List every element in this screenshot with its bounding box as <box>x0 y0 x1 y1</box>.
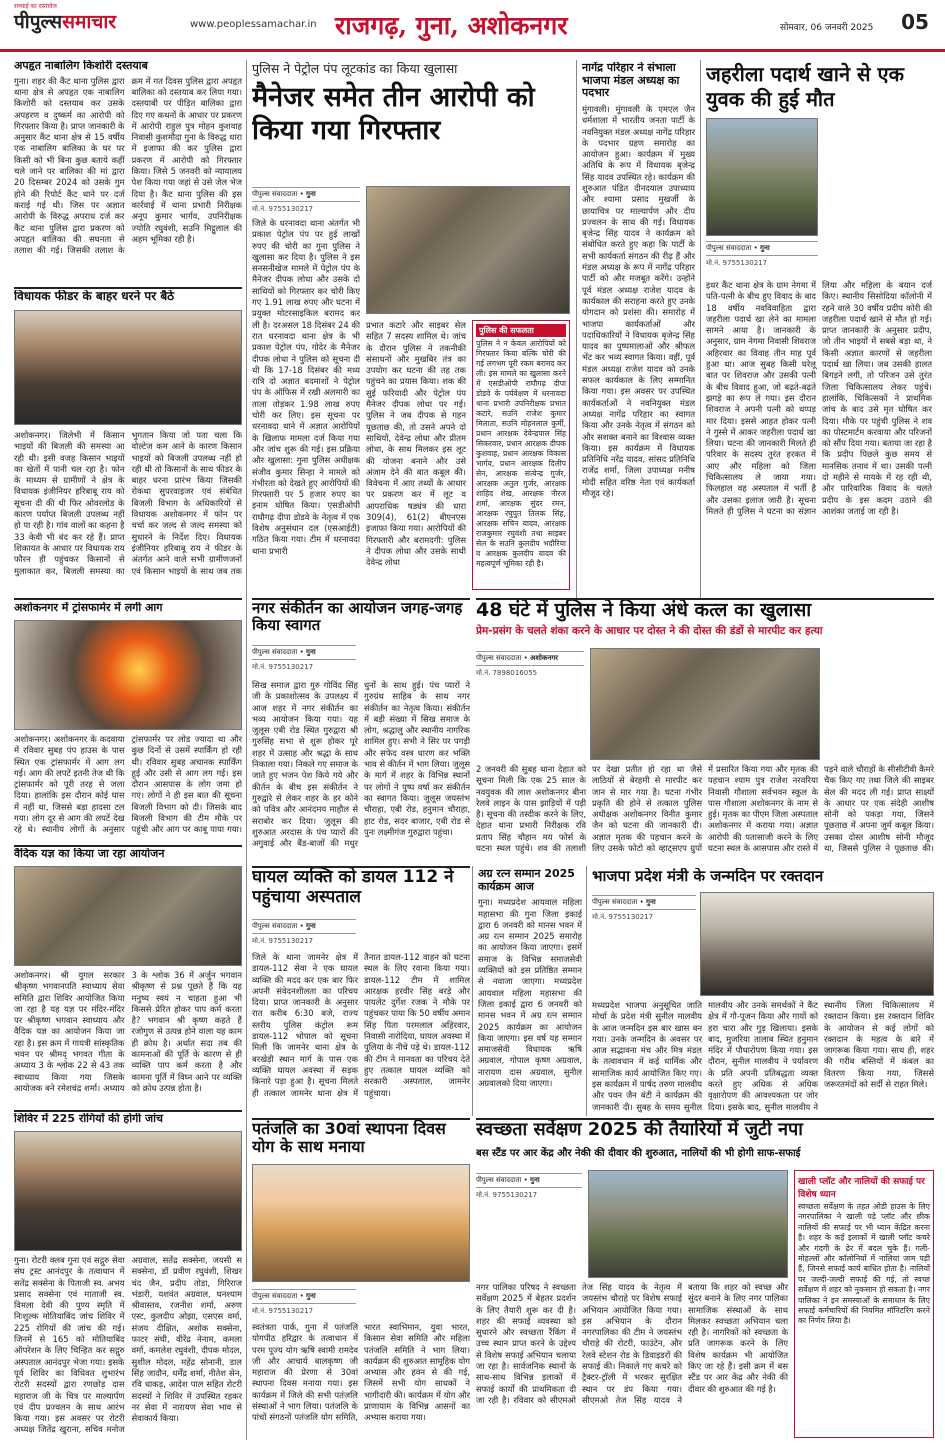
story-kicker: पुलिस ने पेट्रोल पंप लूटकांड का किया खुलासा <box>252 62 458 76</box>
website-url[interactable]: www.peoplessamachar.in <box>190 19 317 30</box>
sidebar-title: खाली प्लॉट और नालियों की सफाई पर विशेष ध्यान <box>798 1177 925 1200</box>
story-headline: 48 घंटे में पुलिस ने किया अंधे कत्ल का खुलासा <box>476 600 812 621</box>
dateline: अशोकनगर <box>530 654 559 662</box>
story-nagar-kirtan <box>252 600 470 858</box>
tagline: सच्चाई का दस्तावेज <box>14 3 57 10</box>
story-headline: मैनेजर समेत तीन आरोपी को किया गया गिरफ्तार <box>252 82 535 146</box>
story-body: इधर कैंट थाना क्षेत्र के ग्राम नेगमा में पति-पत्नी के बीच हुए विवाद के बाद 18 वर्षीय नवविवाहिता द्वारा जहरीला पदार्थ खा लेने का मामला सामने आया है। जानकारी के अनुसार, ग्राम नेगमा निवासी शिवराज अहिरवार का विवाह तीन माह पूर्व हुआ था। आज सुबह किसी घरेलू बात पर शिवराज और उसकी पत्नी के बीच विवाद हुआ, जो बढ़ते-बढ़ते झगड़े का रूप ले गया। इस दौरान शिवराज ने अपनी पत्नी को थप्पड़ मार दिया। इससे आहत होकर पत्नी ने गुस्से में आकर जहरीला पदार्थ खा लिया। घटना की जानकारी मिलते ही परिवार के सदस्य तुरंत हरकत में आए और महिला को जिला चिकित्सालय ले जाया गया। फिलहाल वह अस्पताल में भर्ती है और उसका इलाज जारी है। सूचना मिलते ही पुलिस ने घटना का संज्ञान लिया और महिला के बयान दर्ज किए। स्थानीय सिसोदिया कॉलोनी में रहने वाले 30 वर्षीय प्रदीप कोरी की जहरीला पदार्थ खाने से मौत हो गई। प्राप्त जानकारी के अनुसार प्रदीप, जो तीन भाइयों में सबसे बड़ा था, ने किसी अज्ञात कारणों से जहरीला पदार्थ खा लिया। जब उसकी हालत बिगड़ने लगी, तो परिजन उसे तुरंत जिला चिकित्सालय लेकर पहुंचे। हालांकि, चिकित्सकों ने प्राथमिक जांच के बाद उसे मृत घोषित कर दिया। मौके पर पहुंची पुलिस ने शव का पोस्टमार्टम करवाया और परिजनों को सौंप दिया गया। बताया जा रहा है कि प्रदीप पिछले कुछ समय से मानसिक तनाव में था। उसकी पत्नी दो महीने से मायके में रह रही थी, और पारिवारिक विवाद के चलते प्रदीप के इस कदम उठाने की आशंका जताई जा रही है। <box>706 280 932 516</box>
reporter-phone: मो.नं. 9755130217 <box>252 663 314 671</box>
story-body: सिख समाज द्वारा गुरु गोविंद सिंह जी के प्रकाशोत्सव के उपलक्ष्य में आज शहर में नगर संकीर्तन का भव्य आयोजन किया गया। यह जुलूस एबी रोड स्थित गुरुद्वारा श्री गुरुसिंह सभा से शुरू होकर पूरे शहर में उत्साह और श्रद्धा के साथ निकाला गया। निकले गए समाज के जाते हुए भजन पेश किये गये और कीर्तन के बीच इस संकीर्तन ने गुरुद्वारे से लेकर शहर के हर कोने को पवित्र और आनंदमय माहौल से सराबोर कर दिया। जुलूस की शुरुआत अरदास के पंच प्यारों की अगुवाई और बैंड-बाजों की मधुर धुनों के साथ हुई। पंच प्यारों ने गुरुग्रंथ साहिब के साथ नगर संकीर्तन का नेतृत्व किया। संकीर्तन में बड़ी संख्या में सिख समाज के लोग, श्रद्धालु और स्थानीय नागरिक शामिल हुए। सभी ने सिर पर पगड़ी और सफेद वस्त्र धारण कर भक्ति भाव से कीर्तन में भाग लिया। जुलूस के मार्ग में शहर के विभिन्न स्थानों पर लोगों ने पुष्प वर्षा कर संकीर्तन का स्वागत किया। जुलूस जयस्तंभ चौराहा, एबी रोड, हनुमान चौराहा, हाट रोड, सदर बाजार, एबी रोड से पुनः लक्ष्मीगंज गुरुद्वारा पहुंचा। <box>252 680 470 849</box>
story-dial-112 <box>252 868 470 1114</box>
story-headline: वैदिक यज्ञ का किया जा रहा आयोजन <box>14 848 165 860</box>
story-headline: विधायक फीडर के बाहर धरने पर बैठे <box>14 290 175 303</box>
story-mla-dharna <box>14 290 242 580</box>
section-title: राजगढ़, गुना, अशोकनगर <box>335 11 568 40</box>
story-body: जिले के थाना जामनेर क्षेत्र में डायल-112 सेवा ने एक घायल व्यक्ति की मदद कर एक बार फिर अपनी संवेदनशीलता का परिचय दिया। प्राप्त जानकारी के अनुसार रात करीब 6:30 बजे, राज्य स्तरीय पुलिस कंट्रोल रूम डायल-112 भोपाल को सूचना मिली कि जामनेर थाना क्षेत्र के बरखेड़ी स्थान मार्ग के पास एक व्यक्ति घायल अवस्था में सड़क किनारे पड़ा हुआ है। सूचना मिलते ही तत्काल जामनेर थाना क्षेत्र में तैनात डायल-112 वाहन को घटना स्थल के लिए रवाना किया गया। डायल-112 टीम में शामिल आरक्षक हरवीर सिंह बरड़े और पायलेट दुर्गेश रजक ने मौके पर पहुंचकर पाया कि 50 वर्षीय अमान सिंह पिता परमलाल अहिरवार, निवासी नारोदिया, घायल अवस्था में पुलिया के नीचे पड़े थे। डायल-112 की टीम ने मानवता का परिचय देते हुए तत्काल घायल व्यक्ति को सरकारी अस्पताल, जामनेर पहुंचाया। <box>252 952 470 1098</box>
issue-date: सोमवार, 06 जनवरी 2025 <box>780 23 874 33</box>
story-photo <box>706 118 818 236</box>
sidebar-body: स्वच्छता सर्वेक्षण के तहत ओडी हाउस के लिए नगरपालिका ने खाली पड़े प्लॉट और छीक नालियों की सफाई पर भी ध्यान केंद्रित करना है। शहर के कई इलाकों में खाली प्लॉट कचरे और गंदगी के ढेर में बदल चुके हैं। गली-मोहल्लों और कॉलोनियों में नालियां जाम पड़ी हैं, जिनसे सफाई कार्य बाधित होता है। नालियों पर जल्दी-जल्दी सफाई की गई, तो स्वच्छ सर्वेक्षण में शहर को नुकसान हो सकता है। नगर पालिका ने इन समस्याओं के समाधान के लिए सफाई कर्मचारियों की नियमित मॉनिटरिंग करने का निर्णय लिया है। <box>798 1202 930 1326</box>
story-photo <box>588 1170 788 1278</box>
story-vedic-yagya <box>14 848 242 1108</box>
section-divider <box>14 598 242 600</box>
story-agra-ratna <box>478 868 582 1114</box>
column-rule <box>472 866 473 1116</box>
story-body: 2 जनवरी की सुबह थाना देहात को सूचना मिली कि एक 25 साल के नवयुवक की लाश अशोकनगर बीना रेलवे लाइन के पास झाड़ियों में पड़ी है। सूचना की तस्दीक करने के लिए, देहात थाना प्रभारी निरीक्षक रवि प्रताप सिंह चौहान मय फोर्स के घटना स्थल पहुंचे। शव की तलाशी पर देखा प्रतीत हो रहा था जैसे लाठियों से बेरहमी से मारपीट कर जान से मार गया है। घटना गंभीर प्रकृति की होने से तत्काल पुलिस अधीक्षक अशोकनगर विनीत कुमार जैन को घटना की जानकारी दी। अज्ञात मृतक की पहचान करने के लिए उसके फोटो को व्हाट्सएप ग्रुपों में प्रसारित किया गया और मृतक की पहचान श्याम पुत्र राजेश नरवरिया निवासी गौशाला सर्वभवन स्कूल के पास गौशाला अशोकनगर के नाम से हुई। मृतक का पीएम जिला अस्पताल अशोकनगर में कराया गया। अज्ञात आरोपी की पतासाजी करने के लिए घटना स्थल के आसपास और रास्ते में पड़ने वाले चौराहों के सीसीटीवी कैमरे चैक किए गए तथा जिले की साइबर सेल की मदद ली गई। प्राप्त साक्ष्यों के आधार पर एक संदेही आशीष सोनी को पकड़ा गया, जिसने पूछताछ में अपना जुर्म कबूल किया। उसका दोस्त आशीष सोनी मौजूद था, जिससे पुलिस ने पूछताछ की। <box>476 764 934 854</box>
reporter-name: पीपुल्स संवाददाता <box>252 190 298 198</box>
story-petrol-pump-robbery <box>252 62 570 592</box>
story-patanjali <box>252 1120 470 1440</box>
story-blood-donation <box>592 868 934 1114</box>
story-headline: जहरीला पदार्थ खाने से एक युवक की हुई मौत <box>706 62 904 111</box>
story-body: गुना। मध्यप्रदेश आयवाल महिला महासभा की गुना जिला इकाई द्वारा 6 जनवरी को मानस भवन में अग्र रत्न सम्मान 2025 समारोह का आयोजन किया जाएगा। इसमें समाज के विभिन्न समाजसेवी व्यक्तियों को इस प्रतिष्ठित सम्मान से नवाजा जाएगा। मध्यप्रदेश आयवाल महिला महासभा की जिला इकाई द्वारा 6 जनवरी को मानस भवन में अग्र रत्न सम्मान 2025 कार्यक्रम का आयोजन किया जाएगा। इस वर्ष यह सम्मान समाजसेवी विधायक ऋषि अग्रवाल, गोपाल कृष्ण अग्रवाल, नारायण दास अग्रवाल, सुनील अग्रवालको दिया जाएगा। <box>478 897 582 1089</box>
column-rule <box>576 60 577 600</box>
story-eye-camp <box>14 1113 242 1441</box>
story-headline: अग्र रत्न सम्मान 2025 कार्यक्रम आज <box>478 868 575 893</box>
story-transformer-fire <box>14 602 242 842</box>
byline: पीपुल्स संवाददाता • गुना <box>476 1173 582 1188</box>
story-headline: अपहृत नाबालिग किशोरी दस्तयाब <box>14 60 148 72</box>
sidebar-title: पुलिस की सफलता <box>476 324 566 337</box>
story-subheadline: बस स्टैंड पर आर केंद्र और नेकी की दीवार की शुरुआत, नालियों की भी होगी साफ-सफाई <box>476 1147 801 1159</box>
byline: पीपुल्स संवाददाता • गुना <box>252 645 356 660</box>
reporter-name: पीपुल्स संवाददाता <box>592 898 638 906</box>
story-body: मुंगावली। मुंगावली के एमएल जैन धर्मशाला में भारतीय जनता पार्टी के नवनियुक्त मंडल अध्यक्ष नागेंद्र परिहार के पदभार ग्रहण समारोह का आयोजन हुआ। कार्यक्रम में मुख्य अतिथि के रूप में विधायक बृजेन्द्र सिंह यादव उपस्थित रहे। कार्यक्रम की शुरुआत पंडित दीनदयाल उपाध्याय और श्यामा प्रसाद मुखर्जी के छायाचित्र पर माल्यार्पण और दीप प्रज्वलन के साथ की गई। विधायक बृजेन्द्र सिंह यादव ने कार्यक्रम को संबोधित करते हुए कहा कि पार्टी के सभी कार्यकर्ता संगठन की रीढ़ हैं और मंडल अध्यक्ष के रूप में नागेंद्र परिहार पार्टी को और मजबूत करेंगे। उन्होंने पूर्व मंडल अध्यक्ष राजेश यादव के कार्यकाल की सराहना करते हुए उनके योगदान को प्रशंसा की। समारोह में भाजपा कार्यकर्ताओं और पदाधिकारियों ने विधायक बृजेन्द्र सिंह यादव का पुष्पमालाओं और श्रीफल भेंट कर भव्य स्वागत किया। वहीं, पूर्व मंडल अध्यक्ष राजेश यादव को उनके सफल कार्यकाल के लिए सम्मानित किया गया। इस अवसर पर उपस्थित कार्यकर्ताओं ने नवनियुक्त मंडल अध्यक्ष नागेंद्र परिहार का स्वागत किया और उनके नेतृत्व में संगठन को और सशक्त बनाने का विश्वास व्यक्त किया। इस कार्यक्रम में विधायक प्रतिनिधि नरेंद्र यादव, सांसद प्रतिनिधि राजेंद्र शर्मा, जिला उपाध्यक्ष मनीष मोदी सहित वरिष्ठ नेता एवं कार्यकर्ता मौजूद रहे। <box>582 103 695 499</box>
column-rule <box>586 866 587 1116</box>
story-body-col2: प्रभात कटारे और साइबर सेल सहित 7 सदस्य शामिल थे। जांच के दौरान पुलिस ने तकनीकी संसाधनों और मुखबिर तंत्र का उपयोग कर घटना की तह तक पहुंचने का प्रयास किया। शक की सुई फरियादी और पेट्रोल पंप मैनेजर दीपक लोधा पर गई। पुलिस ने जब दीपक से गहन पूछताछ की, तो उसने अपने दो साथियों, देवेन्द्र लोधा और प्रीतम लोधा, के साथ मिलकर इस लूट की योजना बनाने और उसे अंजाम देने की बात कबूल की। विवेचना में आए तथ्यों के आधार पर प्रकरण कर में लूट व आपराधिक षड्यंत्र की धारा 309(4), 61(2) बीएनएस इजाफा किया गया। आरोपियों की गिरफ्तारी और बरामदगी: पुलिस ने दीपक लोधा और उसके साथी देवेन्द्र लोधा <box>366 320 466 568</box>
story-body: अशोकनगर। जिलेभी में किसान भाइयों की बिजली की समस्या आ रही थी। इसी वजह किसान भाइयों का खेतों में पानी चल रहा है। फोन के माध्यम से ग्रामीणों ने क्षेत्र के विधायक इंजीनियर हरिबाबू राय को सूचना दी की थी फिर ओवरलोड के कारण पर्याप्त बिजली उपलब्ध नहीं हो पा रही है। गांव वालों का कहना है 33 केवी भी बंद कर रहे हैं। प्राप्त शिकायत के आधार पर विधायक राय फौरन ही पहुंचकर किसानों से मुलाकात कर, बिजली समस्या का भुगतान किया जो पता चला कि वोल्टेज कम आने के कारण किसान भाइयों को बिजली उपलब्ध नहीं हो रही थी तो किसानों के साथ फीडर के बाहर धरना प्रारंभ किया जिसकी रोकथा सुपरवाइजर एवं संबंधित बिजली विभाग के अधिकारियों से विधायक अशोकनगर में फोन पर चर्चा कर जल्द से जल्द समस्या को सुधारने के निर्देश दिए। विधायक इंजीनियर हरिबाबू राय ने फीडर के अंतर्गत आने वाले सभी ग्रामीणजनों एवं किसान भाइयों के साथ जब तक <box>14 430 242 576</box>
sidebar-body: पुलिस ने न केवल आरोपियों को गिरफ्तार किया बल्कि चोरी की गई लगभग पूरी रकम बरामद कर ली। इस मामले का खुलासा करने में एसडीओपी राघौगढ़ दीपा डोडवे के पर्यवेक्षण में धरनावदा थाना प्रभारी उपनिरीक्षक प्रभात कटारे, सउनि राजेश कुमार मिलाता, सउनि मोहनलाल कुर्मी, प्रधान आरक्षक देवेन्द्रपाल सिंह सिकरवार, प्रधान आरक्षक दीपक कुशवाह, प्रधान आरक्षक विकास भार्गव, प्रधान आरक्षक दिलीप सेन, आरक्षक सत्येन्द्र गुर्जर, आरक्षक अतुल गुर्जर, आरक्षक शाहिद शेख, आरक्षक नीरज शर्मा, आरक्षक सुंदर रमन, आरक्षक रघुपुत तिलक सिंह, आरक्षक सचिन यादव, आरक्षक राजकुमार रघुवंशी तथा साइबर सेल के सउनि कुलदीप भदौरिया व आरक्षक कुलदीप यादव की महत्वपूर्ण भूमिका रही है। <box>476 339 566 568</box>
reporter-phone: मो.नं. 7898016055 <box>476 669 538 677</box>
reporter-phone: मो.नं. 9755130217 <box>476 1191 538 1199</box>
reporter-name: पीपुल्स संवाददाता <box>706 244 752 252</box>
dateline: गुना <box>530 1176 540 1184</box>
story-body: स्वतंत्रता पार्क, गुना में पतंजलि योगपीठ हरिद्वार के तत्वाधान में परम पूज्य योग ऋषि स्वामी रामदेव जी और आचार्य बालकृष्ण जी महाराज की प्रेरणा से 30वां स्थापना दिवस मनाया गया। इस कार्यक्रम में जिले की सभी पतंजलि संस्थाओं ने भाग लिया। पतंजलि के पांचों संगठनों पतंजलि योग समिति, भारत स्वाभिमान, युवा भारत, किसान सेवा समिति और महिला पतंजलि समिति ने भाग लिया। कार्यक्रम की शुरुआत सामूहिक योग अभ्यास और हवन से की गई, जिसमें सभी योग साधकों ने भागीदारी की। कार्यक्रम में योग और प्राणायाम के विभिन्न आसनों का अभ्यास कराया गया। <box>252 1322 470 1423</box>
story-photo <box>14 310 242 425</box>
byline: पीपुल्स संवाददाता • गुना <box>252 1289 356 1304</box>
dateline: गुना <box>646 898 656 906</box>
column-rule <box>246 60 247 1440</box>
brand-logo <box>14 8 116 34</box>
story-cleanliness-survey <box>476 1120 934 1440</box>
story-body: अशोकनगर। अशोकनगर के कदवाया में रविवार सुबह पंप हाउस के पास स्थित एक ट्रांसफार्मर में आग लग गई। आग की लपटें इतनी तेज थी कि ट्रांसफार्मर को पूरी तरह से जला दिया। हालांकि इस दौरान कोई घास में नहीं था, जिससे बड़ा हादसा टल गया। लोग दूर से आग की लपटें देख रहे थे। स्थानीय लोगों के अनुसार ट्रांसफार्मर पर लोड ज्यादा था और कुछ दिनों से उसमें स्पार्किंग हो रही थी। रविवार सुबह अचानक स्पार्किंग हुई और उसी से आग लग गई। इस दौरान आसपास के लोग जमा हो गए। लोगों ने ही इस बात की सूचना बिजली विभाग को दी। जिसके बाद बिजली विभाग की टीम मौके पर पहुंची और आग पर काबू पाया गया। <box>14 734 242 835</box>
page-number: 05 <box>901 10 929 34</box>
story-headline: पतंजलि का 30वां स्थापना दिवस योग के साथ मनाया <box>252 1120 446 1157</box>
reporter-phone: मो.नं. 9755130217 <box>592 913 654 921</box>
story-headline: शिविर में 225 रोगियों की होगी जांच <box>14 1113 163 1125</box>
masthead <box>0 0 945 52</box>
story-subheadline: प्रेम-प्रसंग के चलते शंका करने के आधार पर दोस्त ने की दोस्त की डंडों से मारपीट कर हत्या <box>476 624 823 637</box>
byline: पीपुल्स संवाददाता • गुना <box>706 241 818 256</box>
spacer <box>362 642 470 652</box>
brand-name-part2: समाचार <box>62 11 117 33</box>
story-photo <box>14 866 242 966</box>
story-kidnap-recovered <box>14 60 242 285</box>
sidebar-plot-cleaning <box>794 1170 934 1438</box>
story-body: मध्यप्रदेश भाजपा अनुसूचित जाति मोर्चा के प्रदेश मंत्री सुनील मालवीय के आज जन्मदिन इस बार खास बन गया। उनके जन्मदिन के अवसर पर आज सद्भावना मंच और मित्र मंडल के तत्वावधान में कई धार्मिक और सामाजिक कार्य आयोजित किए गए। इस कार्यक्रम में पार्षद तरुण मालवीय और पवन जैन बंटी ने कार्यक्रम की जानकारी दी। सुबह के समय सुनील मालवीय और उनके समर्थकों ने कैंट क्षेत्र में गौ-पूजन किया और गायों को हरा चारा और गुड़ खिलाया। इसके बाद, मुजरिया तालाब स्थित हनुमान मंदिर में पौधारोपण किया गया। इस दौरान, सुनील मालवीय ने पर्यावरण के प्रति अपनी प्रतिबद्धता व्यक्त करते हुए अधिक से अधिक वृक्षारोपण की आवश्यकता पर जोर दिया। इसके बाद, सुनील मालवीय ने स्थानीय जिला चिकित्सालय में रक्तदान किया। इस रक्तदान शिविर के आयोजन से कई लोगों को रक्तदान के महत्व के बारे में जागरूक किया गया। साथ ही, शहर की गरीब बस्तियों में कंबल का वितरण किया गया, जिससे जरूरतमंदों को सर्दी से राहत मिले। <box>592 1000 934 1112</box>
story-headline: घायल व्यक्ति को डायल 112 ने पहुंचाया अस्पताल <box>252 868 454 907</box>
brand-name-part1: पीपुल्स <box>14 11 63 33</box>
reporter-phone: मो.नं. 9755130217 <box>706 259 768 267</box>
reporter-name: पीपुल्स संवाददाता <box>252 648 298 656</box>
column-rule <box>700 60 701 600</box>
story-body: गुना। शहर की कैंट थाना पुलिस द्वारा थाना क्षेत्र से अपहृत एक नाबालिग किशोरी को दस्तयाब कर उसके अपहरण व दुष्कर्म का आरोपी को गिरफ्तार किया है। प्राप्त जानकारी के अनुसार कैंट थाना क्षेत्र से 15 वर्षीय एक नाबालिग बालिका के घर पर किसी को भी बिना कुछ बताये कहीं चले जाने पर बालिका की मां द्वारा 20 दिसम्बर 2024 को उसके गुम होने की रिपोर्ट कैंट थाने पर दर्ज कराई गई थी। जिस पर अज्ञात आरोपी के विरुद्ध अपराध दर्ज कर कैंट थाना पुलिस द्वारा प्रकरण को अपहृत बालिका की सघनता से तलाश की गई। जिसकी तलाश के क्रम में गत दिवस पुलिस द्वारा अपहृत बालिका को दस्तयाब कर लिया गया। दस्तयाबी पर पीड़ित बालिका द्वारा दिए गए कथनों के आधार पर प्रकरण में आरोपी राहुल पुत्र मोहन कुशवाह निवासी कुशमौदा गुना के विरुद्ध धारा में इजाफा की कर पुलिस द्वारा प्रकरण में आरोपी को गिरफ्तार किया। जिसे 5 जनवरी को न्यायालय पेश किया गया जहां से उसे जेल भेज दिया है। कैंट थाना पुलिस की इस कार्रवाई में थाना प्रभारी निरीक्षक अनूप कुमार भार्गव, उपनिरीक्षक ज्योति रघुवंशी, सउनि मिट्ठूलाल की अहम भूमिका रही है। <box>14 75 242 256</box>
byline: पीपुल्स संवाददाता • गुना <box>252 187 360 202</box>
story-headline: अशोकनगर में ट्रांसफार्मर में लगी आग <box>14 602 163 614</box>
story-bjp-mandal <box>582 62 695 592</box>
story-body-lead <box>824 118 932 278</box>
sidebar-police-success <box>472 320 570 590</box>
reporter-name: पीपुल्स संवाददाता <box>476 1176 522 1184</box>
story-body-col1: जिले के धरनावदा थाना अंतर्गत भी प्रकाश पेट्रोल पंप पर हुई लाखों रुपए की चोरी का गुना पुलिस ने खुलासा कर दिया है। पुलिस ने इस सनसनीखेज मामले में पेट्रोल पंप के मैनेजर दीपक लोधा और उसके दो साथियों को गिरफ्तार कर चोरी किए गए 1.91 लाख रुपए और घटना में प्रयुक्त मोटरसाइकिल बरामद कर ली है। दरअसल 18 दिसंबर 24 की रात धरनावदा थाना क्षेत्र के भी प्रकाश पेट्रोल पंप, गोदेर के मैनेजर दीपक लोधा ने पुलिस को सूचना दी थी कि 17-18 दिसंबर की मध्य रात्रि दो अज्ञात बदमाशों ने पेट्रोल पंप के ऑफिस में रखी अलमारी का ताला तोड़कर 1.98 लाख रुपए चोरी कर लिए। इस सूचना पर धरनावदा थाने में अज्ञात आरोपियों के खिलाफ मामला दर्ज किया गया और जांच शुरू की गई। इस प्रक्रिया और खुलासा: गुना पुलिस अधीक्षक संजीव कुमार सिन्हा ने मामले को गंभीरता को देखते हुए आरोपियों की गिरफ्तारी पर 5 हजार रुपए का इनाम घोषित किया। एसडीओपी राघौगढ़ दीपा डोडवे के नेतृत्व में एक विशेष अनुसंधान दल (एसआईटी) गठित किया गया। टीम में धरनावदा थाना प्रभारी <box>252 218 360 556</box>
byline: पीपुल्स संवाददाता • अशोकनगर <box>476 651 584 666</box>
dateline: गुना <box>306 648 316 656</box>
story-body: गुना। रोटरी क्लब गुना एवं सद्गुरु सेवा संघ ट्रस्ट आनंदपुर के तत्वाधान में सतेंद्र सक्सेना के पिताजी स्व. अभय प्रसाद सक्सेना एवं माताजी स्व. विमला देवी की पुण्य स्मृति में निःशुल्क मोतियाबिंद जांच शिविर में 225 रोगियों की जांच की गई। जिनमें से 165 को मोतियाबिंद ऑपरेशन के लिए चिन्हित कर सद्गुरु अस्पताल आनंदपुर भेजा गया। इसके पूर्व शिविर का विधिवत शुभारंभ रोटरी सदस्यों द्वारा रणछोड़ दास महाराज जी के चित्र पर माल्यार्पण एवं दीप प्रज्वलन के साथ आरंभ किया गया। इस अवसर पर रोटरी अध्यक्ष जितेंद्र खुराना, सचिव मनोज अग्रवाल, सतेंद्र सक्सेना, जयसी स सक्सेना, डॉ प्रवीण रघुवंशी, शिखर चंद जैन, प्रदीप तोडा, गिरिराज भंडारी, यशवंत अग्रवाल, घनश्याम श्रीवास्तव, रजनीश शर्मा, अरुण एस्ट, कुलदीप ओझा, एसएस वर्मा, संजय दीक्षित, अशोक सक्सेना, फाटर संघी, वीरेंद्र नेनाम, कमला वर्मा, कमलेश रघुवंशी, दीपक मोदल, सुशील मोदल, महेंद्र सोनानी, डाल सिंह जादौन, धर्मेंद्र शर्मा, नीतेश सेन, रवि धाकड़, आदेश पाल सहित रोटरी सदस्यों ने शिविर में उपस्थित रहकर नर सेवा में नारायण सेवा भाव से सेवाकार्य किया। <box>14 1255 242 1435</box>
reporter-phone: मो.नं. 9755130217 <box>252 205 314 213</box>
reporter-name: पीपुल्स संवाददाता <box>252 1292 298 1300</box>
story-headline: भाजपा प्रदेश मंत्री के जन्मदिन पर रक्तदान <box>592 868 824 885</box>
reporter-phone: मो.नं. 9755130217 <box>252 937 314 945</box>
story-photo <box>14 620 242 730</box>
story-murder-solved <box>476 600 934 862</box>
story-headline: स्वच्छता सर्वेक्षण 2025 की तैयारियों में जुटी नपा <box>476 1120 803 1140</box>
dateline: गुना <box>306 1292 316 1300</box>
story-body: अशोकनगर। श्री युगल सरकार श्रीकृष्ण भगवानपति स्वाध्याय सेवा समिति द्वारा शिविर आयोजित किया जा रहा है यह यज्ञ पर मंदिर-मंदिर पर श्रीकृष्ण भगवान स्वाध्याय और वैदिक यज्ञ का आयोजन किया जा रहा है। इस क्रम में गायत्री सांस्कृतिक भवन पर श्रीमद् भगवत गीता के अध्याय 3 के श्लोक 22 से 43 तक स्वाध्याय किया गया जिसके आयोजक बने रमेशचंद्र शर्मा। अध्याय 3 के श्लोक 36 में अर्जुन भगवान श्रीकृष्ण से प्रश्न पूछते हैं कि यह मनुष्य स्वयं न चाहता हुआ भी किससे प्रेरित होकर पाप कर्म करता है? भगवान श्री कृष्ण कहते हैं रजोगुण से उत्पन्न होने वाला यह काम ही क्रोध है। अर्थात सदा तब की कामनाओं की पूर्ति के कारण से ही व्यक्ति पाप कर्म करता है और कामना पूर्ति में विघ्न आने पर व्यक्ति को क्रोध उत्पन्न होता है। <box>14 970 242 1093</box>
story-photo <box>590 648 820 760</box>
dateline: गुना <box>760 244 770 252</box>
section-divider <box>14 287 242 289</box>
reporter-phone: मो.नं. 9755130217 <box>252 1307 314 1315</box>
byline: पीपुल्स संवाददाता • गुना <box>252 919 356 934</box>
story-headline: नगर संकीर्तन का आयोजन जगह-जगह किया स्वागत <box>252 600 463 635</box>
reporter-name: पीपुल्स संवाददाता <box>252 922 298 930</box>
story-body: नगर पालिका परिषद ने स्वच्छता सर्वेक्षण 2025 में बेहतर प्रदर्शन के लिए तैयारी शुरू कर दी है। शहर की सफाई व्यवस्था को सुधारने और स्वच्छता रैंकिंग में उच्च स्थान प्राप्त करने के उद्देश्य से विशेष सफाई अभियान चलाया जा रहा है। सार्वजनिक स्थानों के साथ-साथ विभिन्न इलाकों में सफाई कार्यों की प्राथमिकता दी जा रही है। रविवार को सीएमओ तेज सिंह यादव के नेतृत्व में जयस्तंभ चौराहे पर विशेष सफाई अभियान आयोजित किया गया। इस अभियान के दौरान नगरपालिका की टीम ने जयस्तंभ चौराहे की रोटरी, फाउंटेन, और रेलवे स्टेशन रोड के डिवाइडरों की सफाई की। निकाले गए कचरे को ट्रैक्टर-ट्रॉली में भरकर सुरक्षित स्थान पर डंप किया गया। सीएमओ तेज सिंह यादव ने बताया कि शहर को स्वच्छ और सुंदर बनाने के लिए नगर पालिका सामाजिक संस्थाओं के साथ मिलकर स्वच्छता अभियान चला रही है। नागरिकों को स्वच्छता के प्रति जागरूक करने के लिए विशेष कार्यक्रम भी आयोजित किए जा रहे हैं। इसी क्रम में बस स्टैंड पर आर केंद्र और नेकी की दीवार की शुरुआत की गई है। <box>476 1282 788 1405</box>
story-poison-death <box>706 62 932 602</box>
story-photo <box>252 1164 470 1282</box>
story-photo <box>14 1131 242 1251</box>
story-headline: नागेंद्र परिहार ने संभाला भाजपा मंडल अध्यक्ष का पदभार <box>582 62 680 100</box>
reporter-name: पीपुल्स संवाददाता <box>476 654 522 662</box>
byline: पीपुल्स संवाददाता • गुना <box>592 895 696 910</box>
dateline: गुना <box>306 922 316 930</box>
section-divider <box>14 845 242 847</box>
dateline: गुना <box>306 190 316 198</box>
section-divider <box>14 1110 242 1112</box>
story-photo <box>366 186 570 314</box>
story-photo <box>700 892 934 996</box>
